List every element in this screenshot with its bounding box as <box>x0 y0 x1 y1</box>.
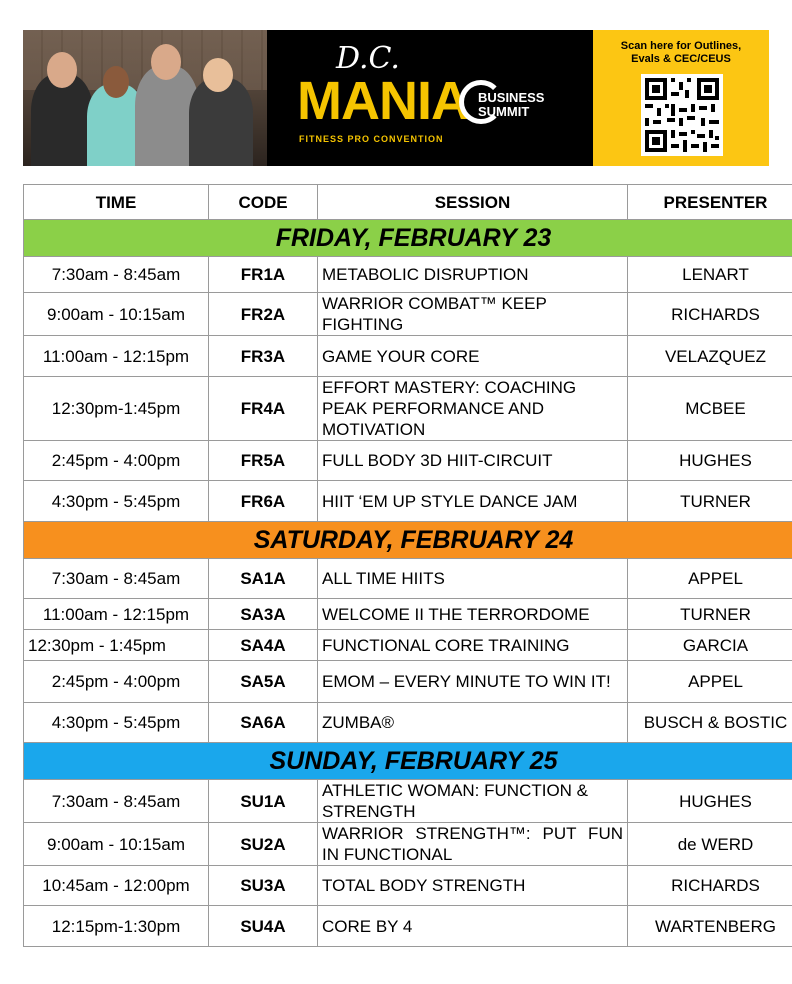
day-header-sunday <box>24 743 792 780</box>
code-cell: SA5A <box>209 661 318 703</box>
time-cell: 2:45pm - 4:00pm <box>24 441 209 481</box>
qr-code-icon[interactable] <box>641 74 723 156</box>
session-cell: METABOLIC DISRUPTION <box>318 257 628 293</box>
time-cell: 7:30am - 8:45am <box>24 257 209 293</box>
session-cell: WARRIOR COMBAT™ KEEP FIGHTING <box>318 293 628 336</box>
session-cell: ZUMBA® <box>318 703 628 743</box>
table-row <box>24 377 792 441</box>
session-cell: WELCOME II THE TERRORDOME <box>318 599 628 630</box>
presenter-cell: HUGHES <box>628 780 792 823</box>
code-cell: FR2A <box>209 293 318 336</box>
day-label: SATURDAY, FEBRUARY 24 <box>24 522 792 559</box>
time-cell: 4:30pm - 5:45pm <box>24 703 209 743</box>
qr-panel <box>593 30 769 166</box>
code-cell: SU3A <box>209 866 318 906</box>
presenter-cell: VELAZQUEZ <box>628 336 792 377</box>
table-row <box>24 293 792 336</box>
session-cell: EFFORT MASTERY: COACHING PEAK PERFORMANCE AND MOTIVATION <box>318 377 628 441</box>
table-row <box>24 599 792 630</box>
table-row <box>24 481 792 522</box>
table-row <box>24 780 792 823</box>
time-cell: 11:00am - 12:15pm <box>24 599 209 630</box>
code-cell: FR3A <box>209 336 318 377</box>
presenter-cell: HUGHES <box>628 441 792 481</box>
presenter-cell: BUSCH & BOSTIC <box>628 703 792 743</box>
code-cell: SU4A <box>209 906 318 947</box>
header-time: TIME <box>24 185 209 220</box>
day-label: FRIDAY, FEBRUARY 23 <box>24 220 792 257</box>
code-cell: FR6A <box>209 481 318 522</box>
header-session: SESSION <box>318 185 628 220</box>
code-cell: FR5A <box>209 441 318 481</box>
table-row <box>24 661 792 703</box>
time-cell: 12:30pm - 1:45pm <box>24 630 209 661</box>
time-cell: 2:45pm - 4:00pm <box>24 661 209 703</box>
table-row <box>24 823 792 866</box>
table-row <box>24 630 792 661</box>
presenter-cell: TURNER <box>628 481 792 522</box>
time-cell: 10:45am - 12:00pm <box>24 866 209 906</box>
banner-photo <box>23 30 267 166</box>
session-cell: CORE BY 4 <box>318 906 628 947</box>
time-cell: 12:15pm-1:30pm <box>24 906 209 947</box>
qr-caption-line2: Evals & CEC/CEUS <box>631 53 731 65</box>
table-row <box>24 441 792 481</box>
time-cell: 4:30pm - 5:45pm <box>24 481 209 522</box>
code-cell: SA3A <box>209 599 318 630</box>
table-row <box>24 257 792 293</box>
time-cell: 11:00am - 12:15pm <box>24 336 209 377</box>
logo-main-text: MANIA <box>297 71 469 131</box>
logo-panel <box>267 30 593 166</box>
qr-caption <box>593 40 769 66</box>
table-row <box>24 703 792 743</box>
session-cell: WARRIOR STRENGTH™: PUT FUN IN FUNCTIONAL <box>318 823 628 866</box>
header-presenter: PRESENTER <box>628 185 792 220</box>
code-cell: FR1A <box>209 257 318 293</box>
presenter-cell: GARCIA <box>628 630 792 661</box>
table-row <box>24 906 792 947</box>
session-cell: ALL TIME HIITS <box>318 559 628 599</box>
code-cell: SU2A <box>209 823 318 866</box>
time-cell: 12:30pm-1:45pm <box>24 377 209 441</box>
table-row <box>24 336 792 377</box>
day-header-saturday <box>24 522 792 559</box>
code-cell: SA1A <box>209 559 318 599</box>
presenter-cell: APPEL <box>628 559 792 599</box>
summit-line1: BUSINESS <box>478 90 545 105</box>
presenter-cell: LENART <box>628 257 792 293</box>
time-cell: 7:30am - 8:45am <box>24 780 209 823</box>
header-code: CODE <box>209 185 318 220</box>
session-cell: ATHLETIC WOMAN: FUNCTION & STRENGTH <box>318 780 628 823</box>
code-cell: SA6A <box>209 703 318 743</box>
logo-small-text: D.C. <box>336 41 400 76</box>
summit-line2: SUMMIT <box>478 104 530 119</box>
presenter-cell: de WERD <box>628 823 792 866</box>
time-cell: 7:30am - 8:45am <box>24 559 209 599</box>
logo-tagline: FITNESS PRO CONVENTION <box>299 134 444 144</box>
presenter-cell: APPEL <box>628 661 792 703</box>
session-cell: FUNCTIONAL CORE TRAINING <box>318 630 628 661</box>
header-banner <box>23 30 769 166</box>
presenter-cell: MCBEE <box>628 377 792 441</box>
table-row <box>24 866 792 906</box>
session-cell: TOTAL BODY STRENGTH <box>318 866 628 906</box>
time-cell: 9:00am - 10:15am <box>24 293 209 336</box>
session-cell: HIIT ‘EM UP STYLE DANCE JAM <box>318 481 628 522</box>
time-cell: 9:00am - 10:15am <box>24 823 209 866</box>
code-cell: SU1A <box>209 780 318 823</box>
session-cell: EMOM – EVERY MINUTE TO WIN IT! <box>318 661 628 703</box>
code-cell: FR4A <box>209 377 318 441</box>
qr-caption-line1: Scan here for Outlines, <box>620 40 742 52</box>
code-cell: SA4A <box>209 630 318 661</box>
schedule-table <box>23 184 792 947</box>
day-header-friday <box>24 220 792 257</box>
table-row <box>24 559 792 599</box>
session-cell: GAME YOUR CORE <box>318 336 628 377</box>
presenter-cell: TURNER <box>628 599 792 630</box>
day-label: SUNDAY, FEBRUARY 25 <box>24 743 792 780</box>
session-cell: FULL BODY 3D HIIT-CIRCUIT <box>318 441 628 481</box>
presenter-cell: RICHARDS <box>628 866 792 906</box>
presenter-cell: RICHARDS <box>628 293 792 336</box>
table-header-row <box>24 185 792 220</box>
presenter-cell: WARTENBERG <box>628 906 792 947</box>
